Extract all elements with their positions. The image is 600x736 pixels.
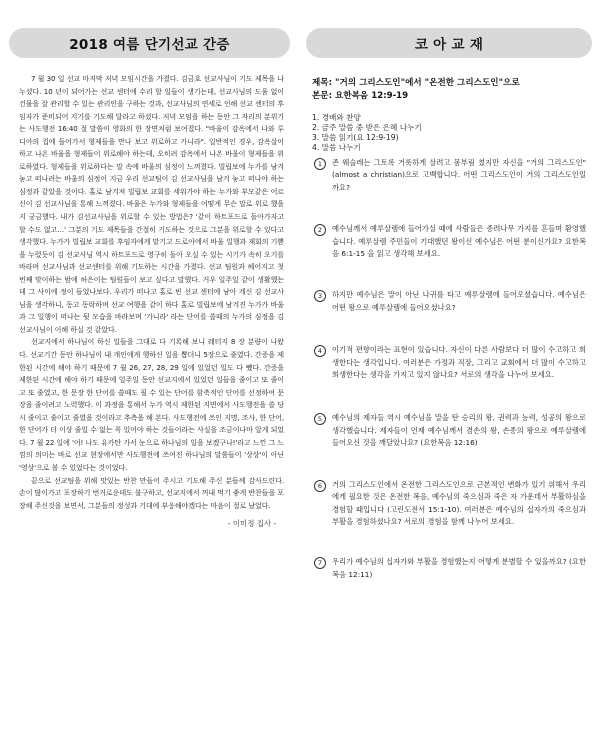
question-text: 이기적 편향이라는 표현이 있습니다. 자신이 다른 사람보다 더 많이 수고하고 희생한다는 생각입니다. 여러분은 가정과 직장, 그리고 교회에서 더 많이 수고하고 희생한다는 생각을 가지고 있지 않나요? 서로의 생각을 나누어 보세요. <box>332 345 586 380</box>
question-text: 하지만 예수님은 말이 아닌 나귀를 타고 예루살렘에 들어오셨습니다. 예수님은 어떤 왕으로 예루살렘에 들어오셨나요? <box>332 290 586 312</box>
outline-item: 3. 말씀 읽기(요 12:9-19) <box>312 133 399 142</box>
question-text: 예수님의 제자들 역시 예수님을 말을 탄 승리의 왕, 권력과 능력, 성공의 왕으로 생각했습니다. 제자들이 언제 예수님께서 겸손의 왕, 손종의 왕으로 예루살렘에 들어오신 것을 깨달았나요? (요한복음 12:16) <box>332 413 586 448</box>
study-body <box>312 77 590 581</box>
study-question <box>312 223 586 260</box>
outline-item: 4. 말씀 나누기 <box>312 143 361 152</box>
study-question <box>312 157 586 194</box>
question-number: 7 <box>314 557 326 569</box>
outline-item: 2. 금주 말씀 중 받은 은혜 나누기 <box>312 123 422 132</box>
testimony-paragraph: 선교지에서 하나님이 하신 일들을 그대로 다 기록해 보니 레터지 8 장 분량이 나왔다. 선교기간 동안 하나님이 내 개인에게 행하신 일을 뽑더니 5장으로 줄였다. 간증을 제한된 시간에 해야 하기 때문에 7 월 26, 27, 28, 29 일에 있었던 일도 다 뺐다. 간증을 제한된 시간에 해야 하기 때문에 일주일 동안 선교지에서 있었던 일들을 줄이고 또 줄이고 또 줄였고, 한 문장 한 단어를 쓸때도 필 수 있는 단어를 함축적인 단어를 선정하여 문장을 줄이려고 노력했다. 이 과정을 통해서 누가 역시 제한된 지면에서 사도행전을 쓸 당시 줄이고 줄이고 줄였을 것이라고 추측을 해 본다. 사도행전에 쓰인 지명, 조사, 한 단어, 한 단어가 더 이상 줄일 수 없는 꼭 있어야 하는 것들이라는 사실을 조금이나마 알게 되었다. 7 월 22 일에 '어! 나도 유카탄 가서 눈으로 하나님의 일을 보겠구나!'라고 느낀 그 느낌의 의미는 바로 선교 현장에서만 사도행전에 쓰여진 하나님의 말씀들이 '상상'이 아닌 '영상'으로 볼 수 있었다는 것이었다. <box>19 337 284 472</box>
question-number: 3 <box>314 290 326 302</box>
study-question <box>312 344 586 381</box>
study-question <box>312 289 586 314</box>
study-column <box>306 28 592 581</box>
study-banner: 코 아 교 재 <box>306 28 592 58</box>
study-topic: 제목: "거의 그리스도인"에서 "온전한 그리스도인"으로 <box>312 78 520 88</box>
testimony-paragraph: 끝으로 선교팀을 위해 맛있는 반찬 만들어 주시고 기도해 주신 분들께 감사드린다. 손이 많이가고 포장하기 번거로운데도 불구하고, 선교지에서 꺼내 먹기 좋게 반찬들을 포장해 주신것을 보면서, 그분들의 정성과 기대에 부응해야겠다는 마음이 절로 났었다. <box>19 475 285 510</box>
question-number: 1 <box>314 158 326 170</box>
question-number: 2 <box>314 224 326 236</box>
testimony-column <box>9 28 290 529</box>
study-question <box>312 556 586 581</box>
question-text: 거의 그리스도인에서 온전한 그리스도인으로 근본적인 변화가 있기 위해서 우리에게 필요한 것은 온전한 복음, 예수님의 죽으심과 죽은 자 가운데서 부활하심을 경험할 때입니다 (고린도전서 15:1-10). 여러분은 예수님의 십자가의 죽으심과 부활을 경험하셨나요? 서로의 경험을 함께 나누어 보세요. <box>332 479 586 526</box>
outline-item: 1. 경배와 찬양 <box>312 113 361 122</box>
question-text: 존 웨슬레는 그토록 거룩하게 살려고 몸부림 쳤지만 자신을 "거의 그리스도인" (almost a christian)으로 고백합니다. 어떤 그리스도인이 거의 그리스도인일까요? <box>332 158 586 192</box>
study-outline <box>312 113 590 153</box>
testimony-banner: 2018 여름 단기선교 간증 <box>9 28 290 58</box>
testimony-paragraph: 7 월 30 일 선교 마지막 저녁 모임시간을 가졌다. 김금호 선교사님이 기도 제목을 나누셨다. 10 년이 되어가는 선교 센터에 수리 할 일들이 생기는데, 선교사님의 도움 없이 건물을 잘 관리할 수 있는 관리인을 구하는 것과, 선교사님의 연세로 인해 선교 센터의 후임자가 준비되어 지기를 기도해 달라고 하셨다. 저녁 모임을 하는 동안 그 자리의 분위기는 사도행전 16:40 절 말씀이 영화의 한 장면처럼 보여졌다. "바울이 감옥에서 나와 루디아의 집에 들어가서 형제들을 만나 보고 위로하고 가니라". 일반적인 경우, 감옥살이 하고 나온 바울을 형제들이 위로해야 하는데, 오히려 감옥에서 나온 바울이 형제들을 위로하였다. 형제들을 위로하다는 말 속에 바울의 심정이 느껴졌다. 빌립보에 누가를 남겨놓고 떠나려는 바울의 심정이 지금 우리 선교팀이 김 선교사님을 남겨 놓고 떠나야 하는 심정과 같았을 것이다. 홀로 남겨져 빌립보 교회를 세워가야 하는 누가와 부모같은 어르신이 김 선교사님을 통해 느껴졌다. 바울은 누가와 형제들을 어떻게 무슨 말로 위로 했을지 궁금했다. 내가 김선교사님을 위로할 수 있는 방법은? '같이 하트포드로 돌아가자고 할 수도 없고…' 그분의 기도 제목들을 간절히 기도하는 것으로 그분을 위로할 수 있다고 생각했다. 누가가 빌립보 교회를 후임자에게 맡기고 드로아에서 바울 일행과 재회의 기쁨을 누렸듯이 김 선교사님 역시 하트포드로 영구히 돌아 오실 수 있는 시기가 속히 오기를 바라며 선교사님과 선교센터를 위해 기도하는 시간을 가졌다. 선교 팀원과 헤어지고 첫 번째 맞이하는 밤에 허은이는 팀원들이 보고 싶다고 말했다. 거우 일주일 같이 생활했는데 그 사이에 정이 들었나보다. 우리가 떠나고 홀로 빈 선교 센터에 남아 계신 김 선교사님을 생각하니, 동고 동락하며 선교 여행을 같이 하다 홀로 빌립보에 남겨진 누가가 바울과 그 일행이 떠나는 뒷 모습을 바라보며 '가니라' 라는 단어를 쓸때의 누가의 심정을 김 선교사님이 이해 하실 것 같았다. <box>19 74 285 334</box>
study-question <box>312 479 586 529</box>
testimony-signature: - 이미정 집사 - <box>227 519 276 529</box>
study-question <box>312 412 586 449</box>
testimony-text <box>19 73 284 512</box>
question-number: 6 <box>314 480 326 492</box>
question-number: 4 <box>314 345 326 357</box>
question-text: 예수님께서 예루살렘에 들어가실 때에 사람들은 종려나무 가지를 흔들며 환영했습니다. 예루살렘 주민들이 기대했던 왕이신 예수님은 어떤 분이신가요? 요한복음 6:1-15 을 읽고 생각해 보세요. <box>332 224 586 259</box>
question-text: 우리가 예수님의 십자가와 부활을 경험했는지 어떻게 분별할 수 있을까요? (요한복음 12:11) <box>332 557 586 579</box>
study-passage: 본문: 요한복음 12:9-19 <box>312 90 409 101</box>
question-number: 5 <box>314 413 326 425</box>
